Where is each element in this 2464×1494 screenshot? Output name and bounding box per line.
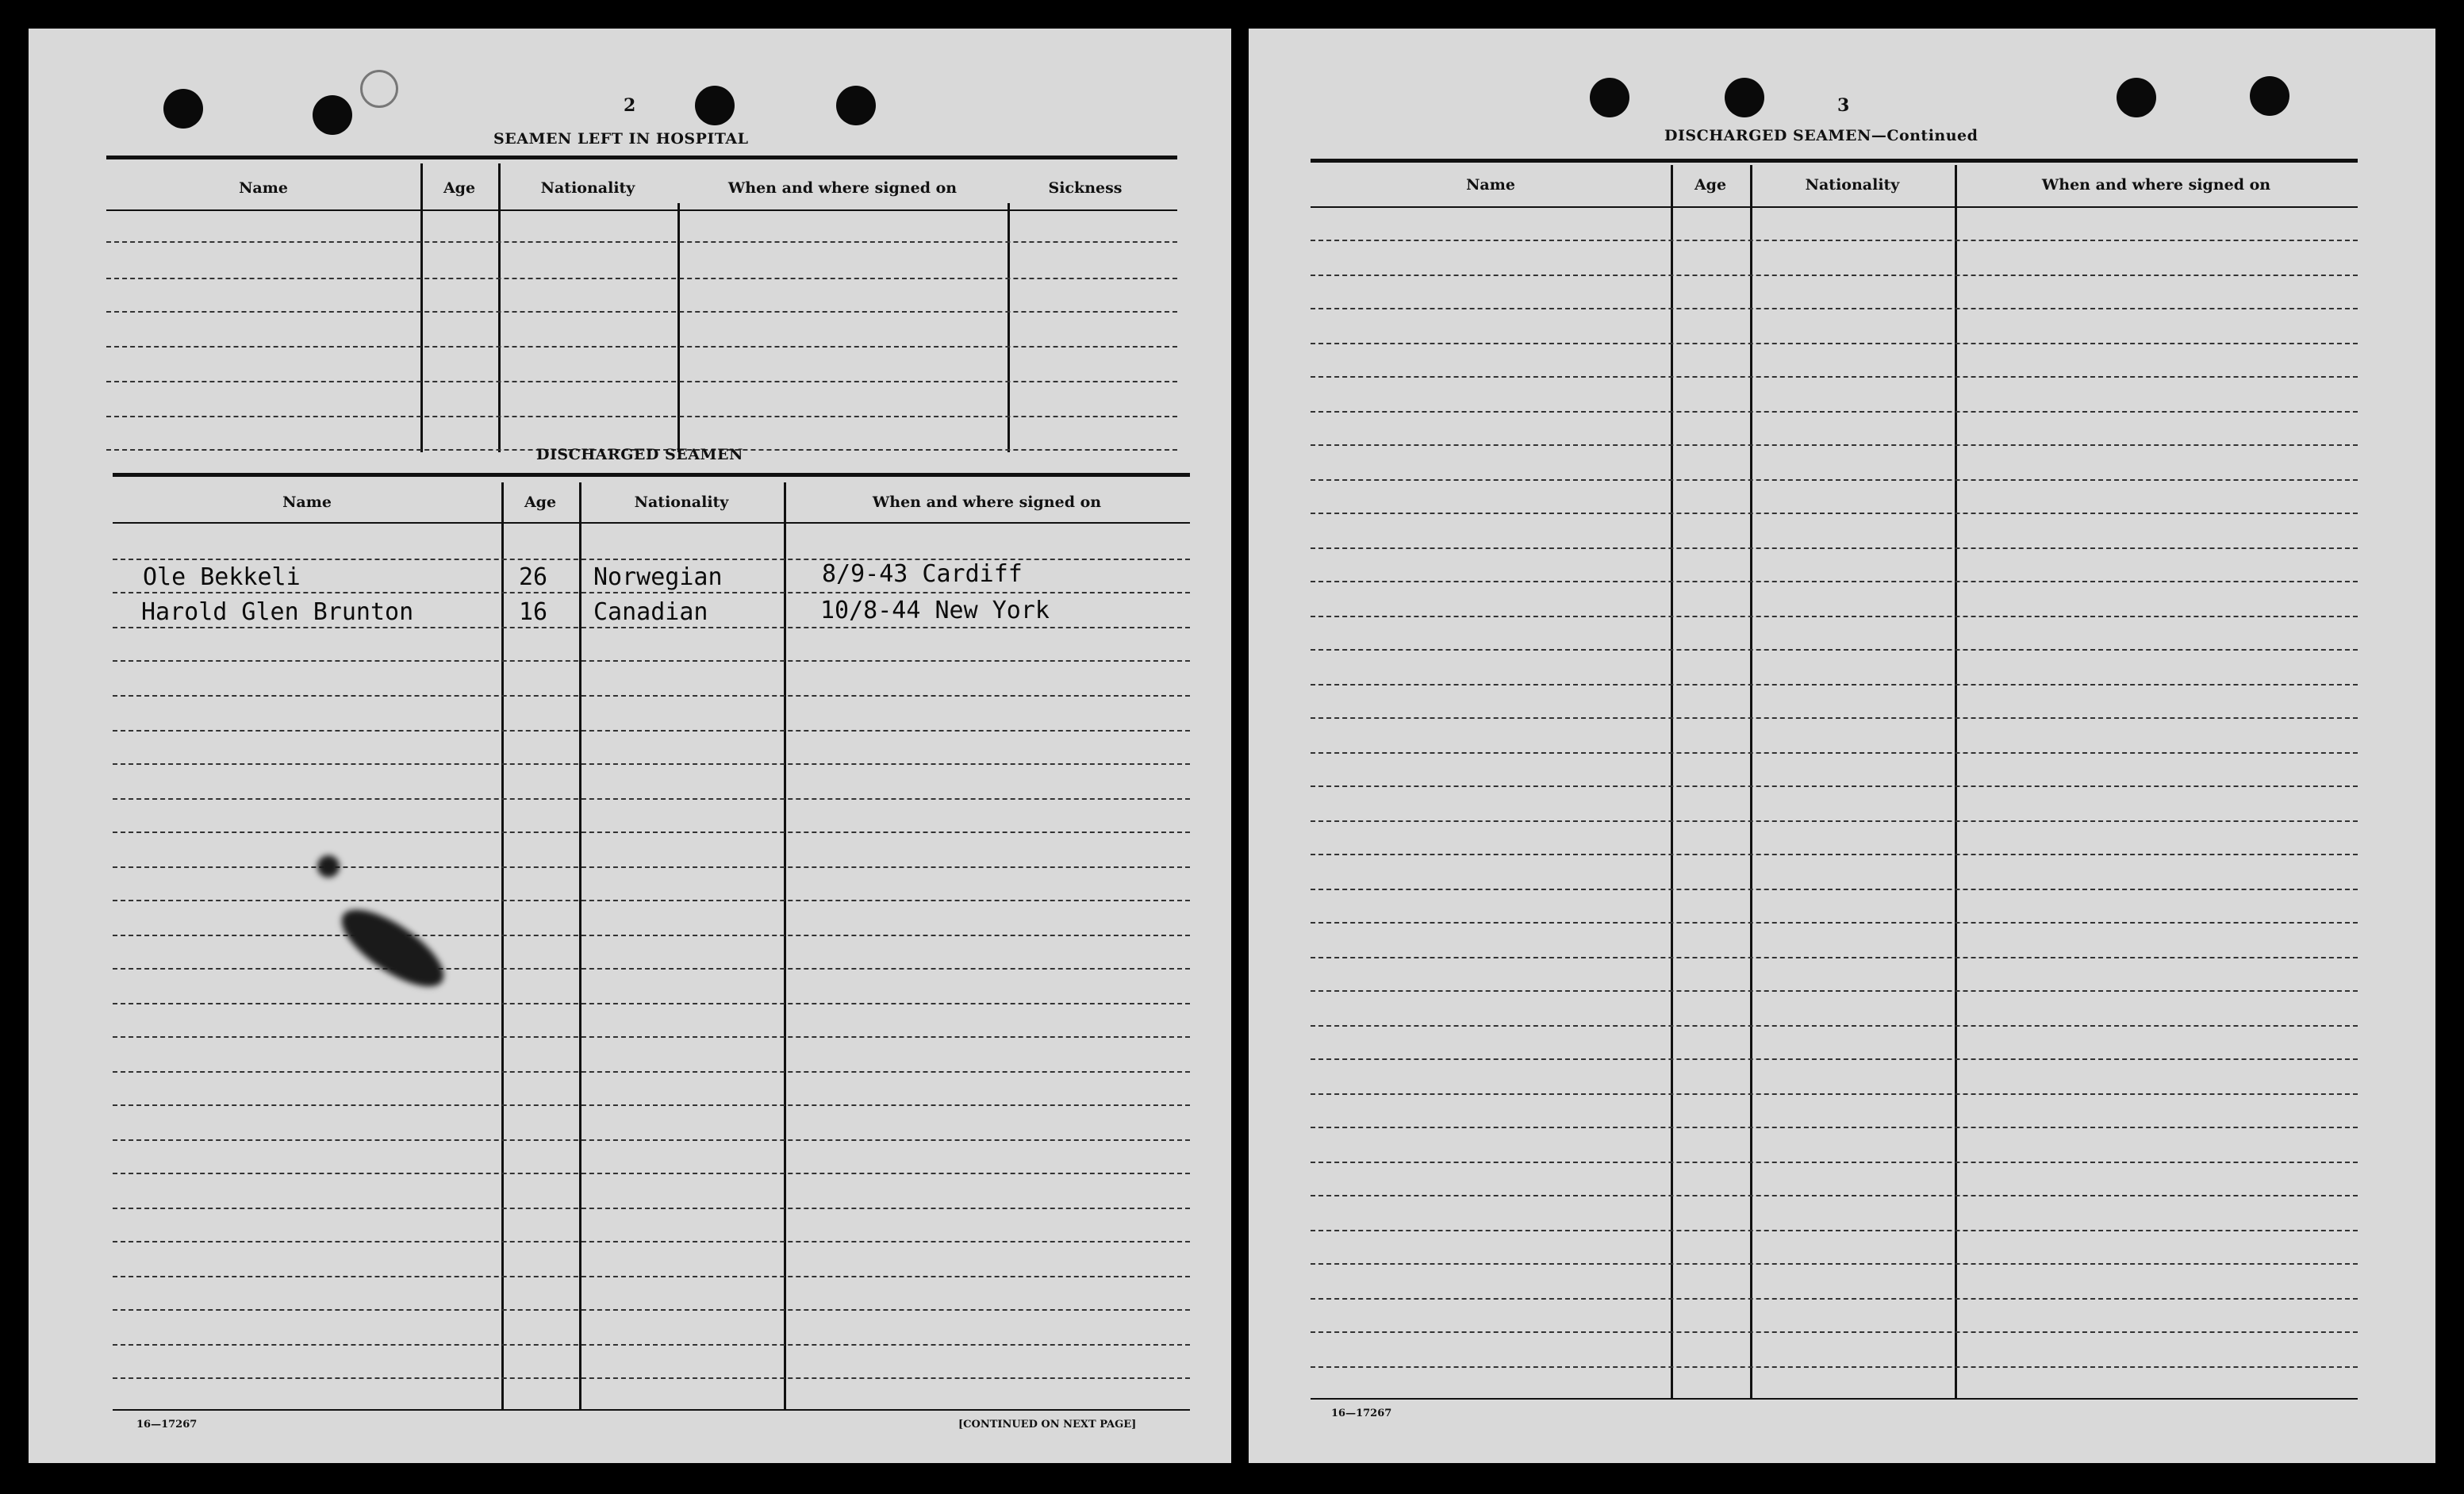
discharged-col-nationality: Nationality	[634, 494, 729, 511]
hospital-row-rule	[106, 381, 1177, 382]
form-number: 16—17267	[136, 1419, 198, 1431]
row-rule	[1311, 275, 2358, 276]
punch-hole	[2250, 76, 2289, 116]
row-rule	[1311, 1298, 2358, 1300]
row-rule	[1311, 684, 2358, 686]
hospital-row-rule	[106, 416, 1177, 417]
row-rule	[1311, 785, 2358, 787]
seaman-1-name: Ole Bekkeli	[143, 563, 301, 591]
row-rule	[1311, 308, 2358, 309]
row-rule	[1311, 649, 2358, 651]
hospital-col-signed-on: When and where signed on	[727, 179, 958, 197]
hospital-section-title: SEAMEN LEFT IN HOSPITAL	[493, 130, 749, 148]
row-rule	[1311, 547, 2358, 549]
row-rule	[1311, 1230, 2358, 1231]
col-name: Name	[1466, 176, 1515, 194]
row-rule	[1311, 1263, 2358, 1265]
column-divider	[501, 482, 504, 1409]
row-rule	[113, 559, 1190, 560]
row-rule	[1311, 820, 2358, 822]
seaman-1-signed-on: 8/9-43 Cardiff	[822, 560, 1023, 588]
punch-hole	[1725, 78, 1764, 117]
row-rule	[113, 1071, 1190, 1073]
row-rule	[1311, 854, 2358, 855]
row-rule	[113, 763, 1190, 765]
row-rule	[1311, 581, 2358, 582]
row-rule	[113, 592, 1190, 593]
row-rule	[1311, 1127, 2358, 1128]
column-divider	[420, 163, 423, 452]
row-rule	[1311, 376, 2358, 378]
hospital-col-age: Age	[443, 179, 476, 197]
row-rule	[113, 627, 1190, 628]
discharged-col-age: Age	[524, 494, 557, 511]
form-number: 16—17267	[1331, 1408, 1392, 1419]
header-rule	[1311, 206, 2358, 208]
row-rule	[113, 1139, 1190, 1141]
row-rule	[113, 1003, 1190, 1004]
row-rule	[1311, 411, 2358, 413]
punch-hole	[836, 86, 876, 125]
seaman-2-name: Harold Glen Brunton	[141, 598, 414, 626]
punch-hole	[695, 86, 735, 125]
col-nationality: Nationality	[1805, 176, 1900, 194]
seaman-2-signed-on: 10/8-44 New York	[820, 597, 1050, 624]
punch-hole	[360, 70, 398, 108]
discharged-header-rule	[113, 522, 1190, 524]
row-rule	[113, 1276, 1190, 1277]
punch-hole	[163, 89, 203, 129]
column-divider	[1750, 165, 1752, 1398]
row-rule	[1311, 616, 2358, 617]
discharged-col-signed-on: When and where signed on	[872, 494, 1102, 511]
seaman-2-nationality: Canadian	[593, 598, 708, 626]
row-rule	[113, 1377, 1190, 1379]
row-rule	[113, 935, 1190, 936]
row-rule	[113, 866, 1190, 868]
row-rule	[113, 1036, 1190, 1038]
row-rule	[1311, 957, 2358, 958]
continued-note: [CONTINUED ON NEXT PAGE]	[958, 1419, 1137, 1431]
seaman-2-age: 16	[519, 598, 548, 626]
hospital-col-name: Name	[239, 179, 288, 197]
punch-hole	[1590, 78, 1629, 117]
col-signed-on: When and where signed on	[2041, 176, 2271, 194]
row-rule	[113, 1309, 1190, 1311]
row-rule	[1311, 343, 2358, 344]
row-rule	[1311, 444, 2358, 446]
row-rule	[113, 695, 1190, 697]
row-rule	[1311, 1058, 2358, 1060]
hospital-table-top-rule	[106, 156, 1177, 159]
row-rule	[1311, 240, 2358, 241]
discharged-table-top-rule	[113, 473, 1190, 477]
row-rule	[1311, 990, 2358, 992]
discharged-section-title: DISCHARGED SEAMEN	[536, 446, 743, 463]
table-top-rule	[1311, 159, 2358, 163]
hospital-row-rule	[106, 311, 1177, 313]
row-rule	[1311, 1195, 2358, 1196]
row-rule	[1311, 1331, 2358, 1333]
row-rule	[113, 1241, 1190, 1242]
column-divider	[1955, 165, 1957, 1398]
discharged-bottom-rule	[113, 1409, 1190, 1411]
column-divider	[498, 163, 501, 452]
page-number: 3	[1837, 95, 1850, 116]
row-rule	[113, 660, 1190, 662]
hospital-row-rule	[106, 278, 1177, 279]
discharged-col-name: Name	[282, 494, 332, 511]
ink-smudge	[331, 896, 455, 1000]
punch-hole	[2117, 78, 2156, 117]
row-rule	[113, 730, 1190, 732]
punch-hole	[313, 95, 352, 135]
row-rule	[1311, 717, 2358, 719]
hospital-header-rule	[106, 209, 1177, 211]
table-bottom-rule	[1311, 1398, 2358, 1400]
discharged-continued-title: DISCHARGED SEAMEN—Continued	[1664, 127, 1978, 144]
page-number: 2	[624, 95, 636, 116]
column-divider	[1671, 165, 1673, 1398]
ink-smudge	[317, 855, 340, 878]
row-rule	[1311, 479, 2358, 481]
row-rule	[1311, 1093, 2358, 1095]
row-rule	[113, 1173, 1190, 1174]
page-right	[1249, 29, 2435, 1463]
row-rule	[1311, 922, 2358, 924]
hospital-row-rule	[106, 346, 1177, 348]
row-rule	[1311, 752, 2358, 754]
row-rule	[113, 968, 1190, 970]
row-rule	[1311, 1162, 2358, 1163]
page-left	[29, 29, 1231, 1463]
seaman-1-nationality: Norwegian	[593, 563, 723, 591]
column-divider	[784, 482, 786, 1409]
column-divider	[579, 482, 581, 1409]
hospital-row-rule	[106, 241, 1177, 243]
hospital-col-sickness: Sickness	[1048, 179, 1123, 197]
col-age: Age	[1694, 176, 1727, 194]
row-rule	[113, 831, 1190, 833]
row-rule	[113, 1208, 1190, 1209]
row-rule	[113, 798, 1190, 800]
hospital-col-nationality: Nationality	[540, 179, 635, 197]
row-rule	[1311, 1366, 2358, 1368]
row-rule	[113, 1104, 1190, 1106]
row-rule	[113, 1344, 1190, 1346]
row-rule	[1311, 889, 2358, 890]
row-rule	[1311, 513, 2358, 514]
row-rule	[113, 900, 1190, 901]
row-rule	[1311, 1025, 2358, 1027]
seaman-1-age: 26	[519, 563, 548, 591]
